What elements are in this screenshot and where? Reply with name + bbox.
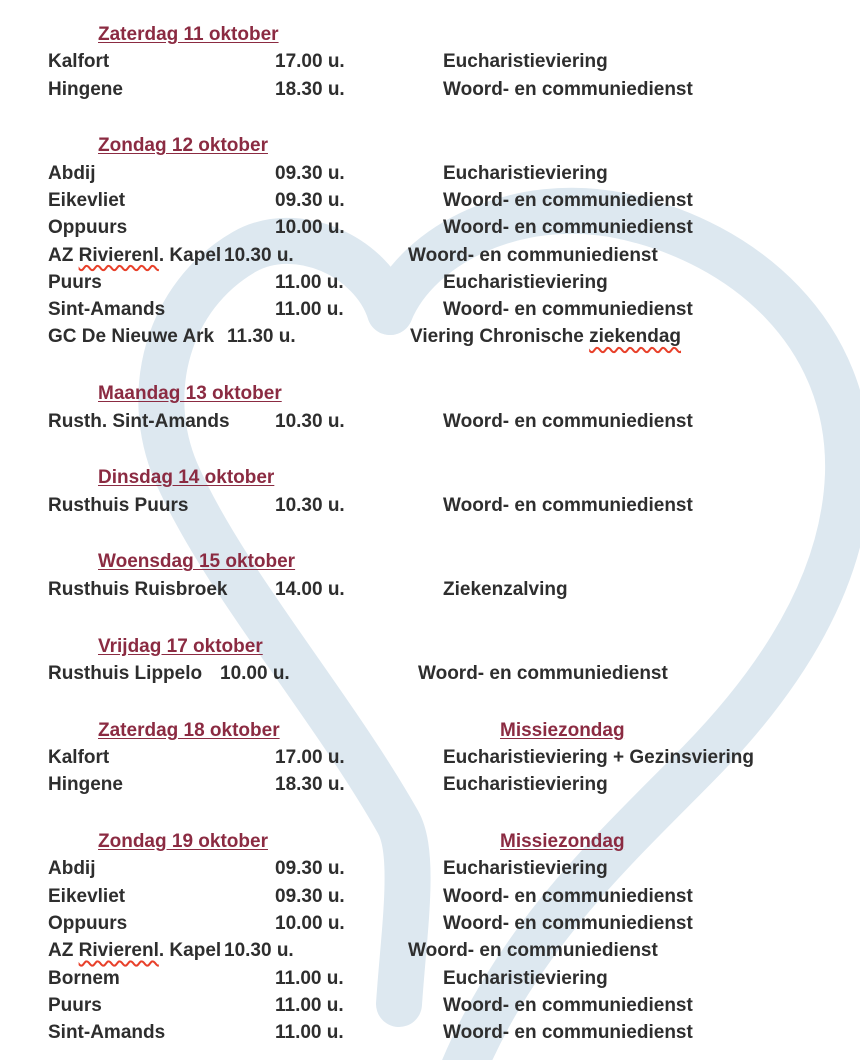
service-cell: Woord- en communiedienst [443,885,693,907]
schedule-row [0,48,860,75]
schedule-row [0,1019,860,1046]
section-heading: Zondag 12 oktober [98,135,268,157]
location-cell: Oppuurs [48,217,128,239]
location-cell: Rusthuis Puurs [48,494,189,516]
section-heading-line [0,828,860,855]
schedule-row [0,660,860,687]
location-cell: Kalfort [48,746,110,768]
time-cell: 11.00 u. [275,994,344,1016]
schedule-row [0,771,860,798]
location-cell: GC De Nieuwe Ark [48,326,215,348]
section-heading-line [0,380,860,407]
service-cell: Woord- en communiedienst [443,994,693,1016]
location-cell: Puurs [48,271,102,293]
schedule-section [0,828,860,1046]
schedule-row [0,296,860,323]
schedule-row [0,269,860,296]
schedule-row [0,214,860,241]
time-cell: 10.30 u. [224,244,294,266]
time-cell: 09.30 u. [275,189,345,211]
location-cell: Sint-Amands [48,299,166,321]
service-cell: Woord- en communiedienst [443,410,693,432]
misspelled-word: Rivierenl [78,940,159,962]
service-cell: Woord- en communiedienst [443,494,693,516]
location-cell: Rusthuis Lippelo [48,662,203,684]
location-cell: Sint-Amands [48,1022,166,1044]
schedule-row [0,992,860,1019]
time-cell: 11.00 u. [275,1022,344,1044]
time-cell: 11.00 u. [275,271,344,293]
schedule-row [0,965,860,992]
location-cell: Hingene [48,78,123,100]
misspelled-word: Rivierenl [78,244,159,266]
section-heading: Zaterdag 11 oktober [98,24,279,45]
section-heading: Vrijdag 17 oktober [98,635,263,657]
schedule-row [0,937,860,964]
time-cell: 09.30 u. [275,162,345,184]
time-cell: 09.30 u. [275,885,345,907]
section-heading: Woensdag 15 oktober [98,551,296,573]
section-subheading: Missiezondag [500,831,625,853]
schedule-row [0,883,860,910]
time-cell: 11.00 u. [275,967,344,989]
section-heading-line [0,21,860,48]
section-heading-line [0,464,860,491]
service-cell: Woord- en communiedienst [418,662,668,684]
section-heading: Zaterdag 18 oktober [98,719,280,741]
service-cell: Eucharistieviering [443,162,608,184]
schedule-section [0,717,860,799]
location-cell: AZ Rivierenl. Kapel [48,244,222,266]
service-cell: Woord- en communiedienst [443,78,693,100]
schedule-section [0,633,860,688]
schedule-row [0,855,860,882]
location-cell: Rusthuis Ruisbroek [48,578,228,600]
time-cell: 10.00 u. [275,217,345,239]
location-cell: Eikevliet [48,885,126,907]
time-cell: 14.00 u. [275,578,345,600]
location-cell: Abdij [48,162,96,184]
time-cell: 09.30 u. [275,858,345,880]
time-cell: 18.30 u. [275,774,345,796]
schedule-section [0,21,860,103]
schedule-row [0,408,860,435]
service-cell: Eucharistieviering + Gezinsviering [443,746,754,768]
schedule-section [0,464,860,519]
schedule-row [0,323,860,350]
schedule-row [0,492,860,519]
schedule-row [0,187,860,214]
service-cell: Viering Chronische ziekendag [410,326,682,348]
service-cell: Woord- en communiedienst [443,1022,693,1044]
schedule-section [0,380,860,435]
service-cell: Eucharistieviering [443,271,608,293]
schedule-row [0,744,860,771]
service-cell: Ziekenzalving [443,578,568,600]
location-cell: Kalfort [48,51,110,73]
time-cell: 11.00 u. [275,299,344,321]
time-cell: 17.00 u. [275,746,345,768]
service-cell: Eucharistieviering [443,967,608,989]
service-cell: Woord- en communiedienst [443,189,693,211]
service-cell: Woord- en communiedienst [408,940,658,962]
time-cell: 10.30 u. [224,940,294,962]
location-cell: Oppuurs [48,912,128,934]
time-cell: 10.30 u. [275,494,345,516]
location-cell: Puurs [48,994,102,1016]
time-cell: 18.30 u. [275,78,345,100]
schedule-row [0,76,860,103]
schedule-row [0,242,860,269]
section-heading: Maandag 13 oktober [98,383,282,405]
section-heading: Dinsdag 14 oktober [98,467,275,489]
location-cell: Eikevliet [48,189,126,211]
section-subheading: Missiezondag [500,719,625,741]
time-cell: 10.00 u. [275,912,345,934]
time-cell: 17.00 u. [275,51,345,73]
schedule-row [0,160,860,187]
section-heading: Zondag 19 oktober [98,831,268,853]
section-heading-line [0,132,860,159]
section-heading-line [0,633,860,660]
service-cell: Woord- en communiedienst [443,912,693,934]
service-cell: Woord- en communiedienst [443,299,693,321]
time-cell: 10.00 u. [220,662,290,684]
misspelled-word: ziekendag [589,326,682,348]
location-cell: Hingene [48,774,123,796]
service-cell: Eucharistieviering [443,774,608,796]
service-cell: Eucharistieviering [443,858,608,880]
time-cell: 10.30 u. [275,410,345,432]
time-cell: 11.30 u. [227,326,296,348]
service-cell: Woord- en communiedienst [443,217,693,239]
schedule-section [0,548,860,603]
schedule-row [0,576,860,603]
location-cell: AZ Rivierenl. Kapel [48,940,222,962]
service-cell: Woord- en communiedienst [408,244,658,266]
service-cell: Eucharistieviering [443,51,608,73]
location-cell: Rusth. Sint-Amands [48,410,230,432]
location-cell: Bornem [48,967,120,989]
location-cell: Abdij [48,858,96,880]
schedule-section [0,132,860,350]
section-heading-line [0,717,860,744]
section-heading-line [0,548,860,575]
schedule-row [0,910,860,937]
